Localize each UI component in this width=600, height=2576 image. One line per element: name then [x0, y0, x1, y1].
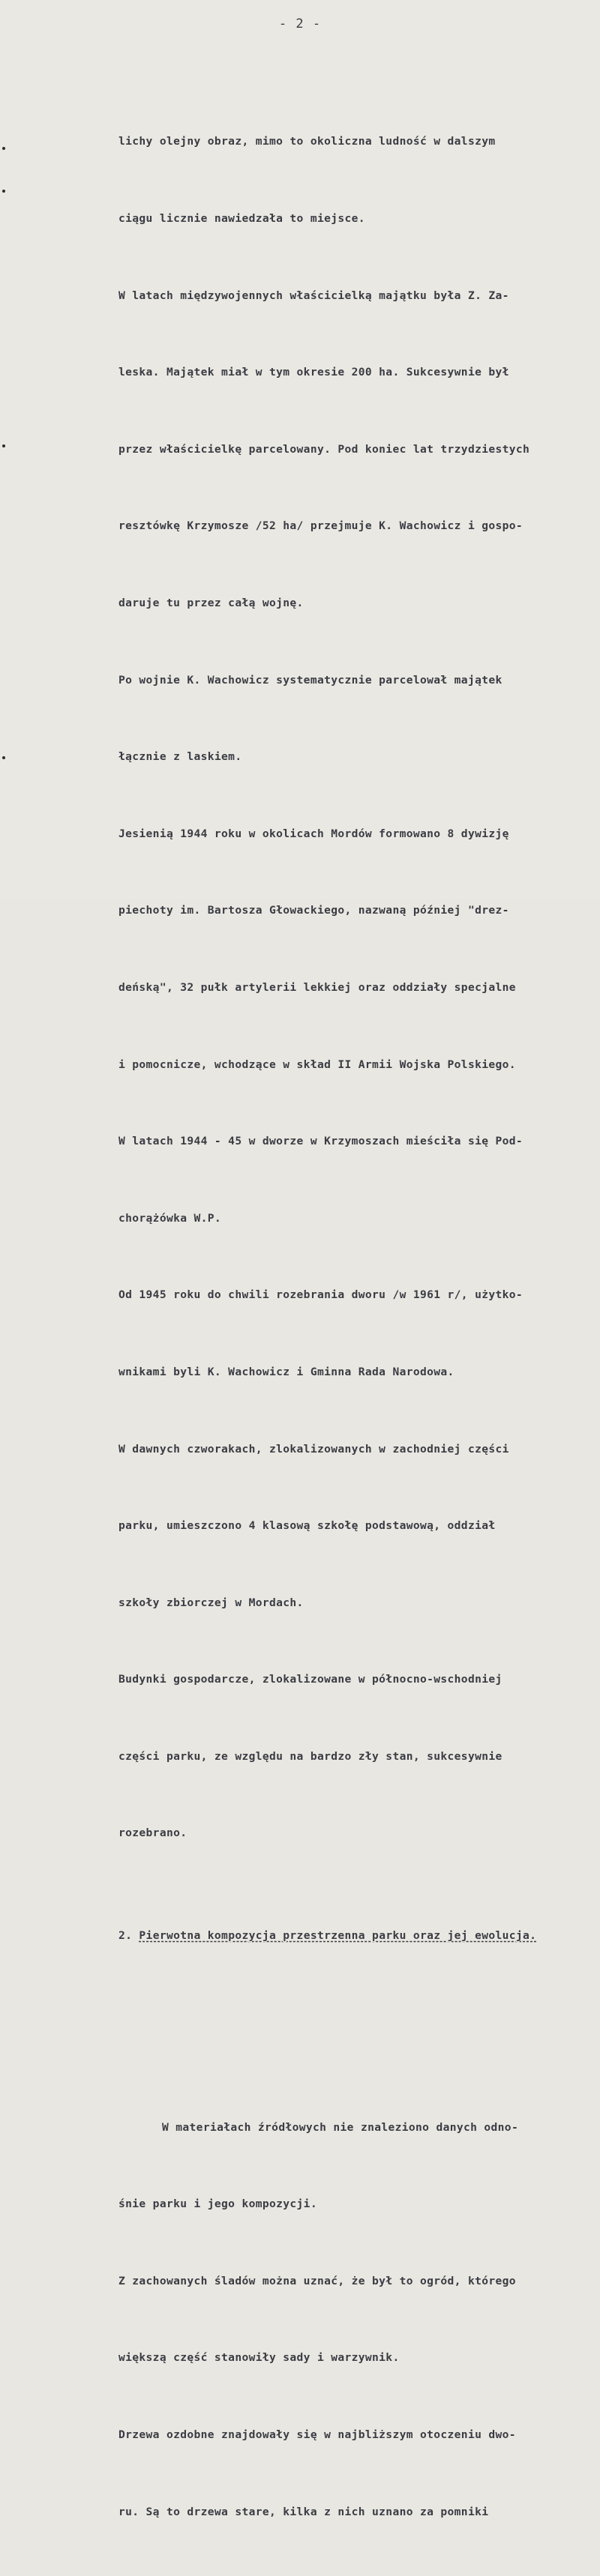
text-line: daruje tu przez całą wojnę.	[118, 596, 304, 609]
text-line: Budynki gospodarcze, zlokalizowane w północno-wschodniej	[118, 1673, 502, 1686]
text-line: ciągu licznie nawiedzała to miejsce.	[118, 212, 365, 225]
text-line: lichy olejny obraz, mimo to okoliczna ludność w dalszym	[118, 135, 496, 148]
text-line: Jesienią 1944 roku w okolicach Mordów formowano 8 dywizję	[118, 827, 509, 840]
text-line: przez właścicielkę parcelowany. Pod koniec lat trzydziestych	[118, 442, 530, 456]
margin-dot	[2, 147, 5, 150]
text-line: wnikami byli K. Wachowicz i Gminna Rada Narodowa.	[118, 1365, 454, 1378]
text-line: większą część stanowiły sady i warzywnik.	[118, 2351, 400, 2365]
text-line: leska. Majątek miał w tym okresie 200 ha. Sukcesywnie był	[118, 366, 509, 379]
text-line: W latach międzywojennych właścicielką majątku była Z. Za-	[118, 289, 509, 302]
text-line: chorążówka W.P.	[118, 1211, 222, 1225]
text-line: części parku, ze względu na bardzo zły stan, sukcesywnie	[118, 1749, 502, 1763]
text-line: piechoty im. Bartosza Głowackiego, nazwaną później "drez-	[118, 904, 509, 917]
text-line	[118, 2115, 591, 2141]
text-line: rozebrano.	[118, 1827, 188, 1840]
text-line: śnie parku i jego kompozycji.	[118, 2198, 317, 2211]
section-number: 2.	[118, 1929, 133, 1943]
text-line: łącznie z laskiem.	[118, 750, 242, 764]
margin-dot	[2, 756, 5, 759]
spacer	[118, 2026, 591, 2038]
text-line: i pomocnicze, wchodzące w skład II Armii Wojska Polskiego.	[118, 1058, 516, 1071]
document-body	[118, 78, 591, 2576]
text-line: Po wojnie K. Wachowicz systematycznie parcelował majątek	[118, 673, 502, 687]
text-line: Od 1945 roku do chwili rozebrania dworu /w 1961 r/, użytko-	[118, 1288, 524, 1302]
margin-dot	[2, 444, 5, 447]
text-line: ru. Są to drzewa stare, kilka z nich uznano za pomniki	[118, 2505, 489, 2518]
text-line: W dawnych czworakach, zlokalizowanych w zachodniej części	[118, 1442, 509, 1456]
text-line: Drzewa ozdobne znajdowały się w najbliższym otoczeniu dwo-	[118, 2428, 516, 2442]
text-line: deńską", 32 pułk artylerii lekkiej oraz oddziały specjalne	[118, 980, 516, 994]
text-line: szkoły zbiorczej w Mordach.	[118, 1596, 304, 1609]
section-heading	[118, 1923, 591, 1949]
text-line: resztówkę Krzymosze /52 ha/ przejmuje K. Wachowicz i gospo-	[118, 519, 524, 533]
text-line-content: W materiałach źródłowych nie znaleziono danych odno-	[162, 2120, 519, 2134]
page-number: - 2 -	[278, 16, 322, 31]
section-title: Pierwotna kompozycja przestrzenna parku oraz jej ewolucja.	[139, 1929, 537, 1943]
text-line: W latach 1944 - 45 w dworze w Krzymoszach mieściła się Pod-	[118, 1135, 524, 1148]
text-line: parku, umieszczono 4 klasową szkołę podstawową, oddział	[118, 1519, 496, 1533]
text-line: Z zachowanych śladów można uznać, że był to ogród, którego	[118, 2274, 516, 2287]
margin-dot	[2, 190, 5, 193]
